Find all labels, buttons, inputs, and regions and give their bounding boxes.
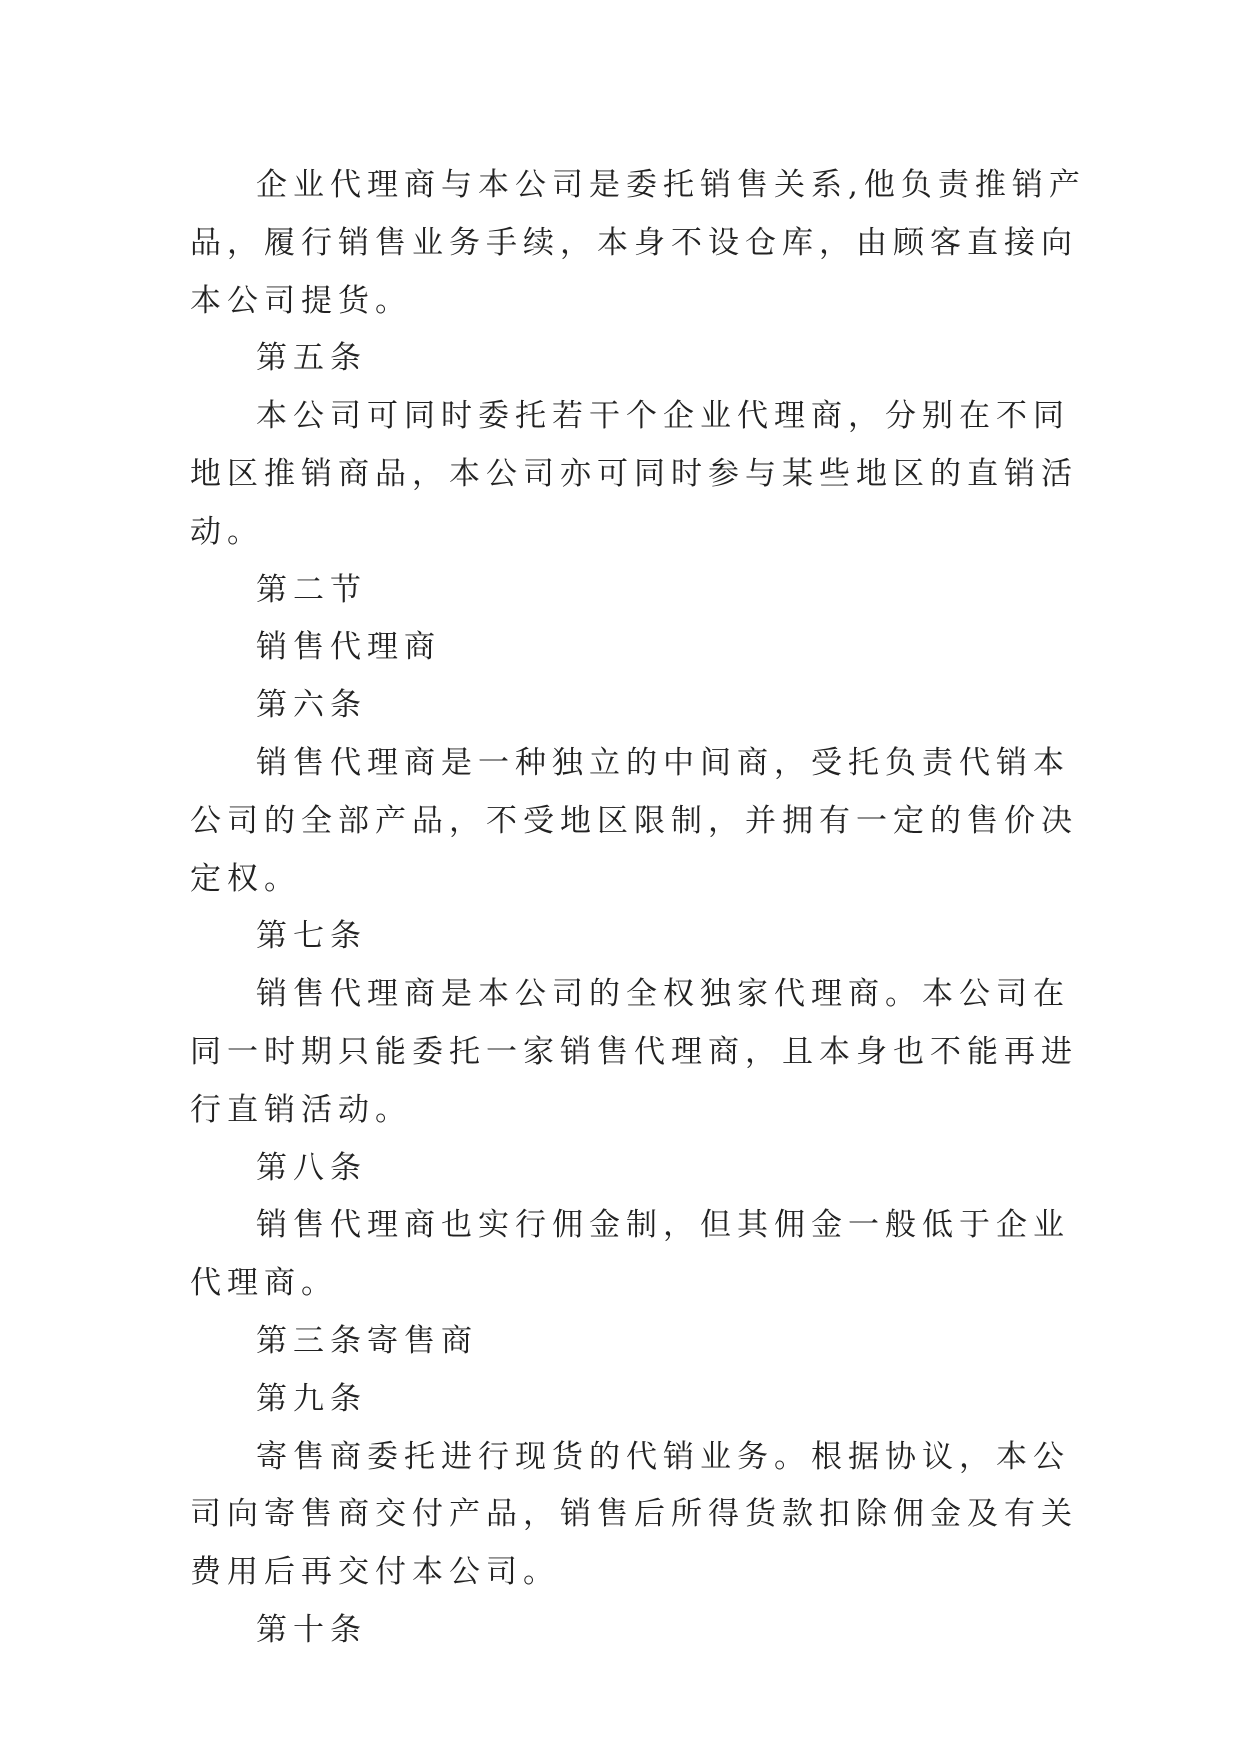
paragraph-multiple-agents: 本公司可同时委托若干个企业代理商，分别在不同地区推销商品，本公司亦可同时参与某些地区的直销活动。	[190, 398, 1078, 550]
article-heading-8: 第八条	[256, 1149, 367, 1186]
section-heading-2: 第二节	[256, 571, 367, 608]
paragraph-sales-agent-definition: 销售代理商是一种独立的中间商，受托负责代销本公司的全部产品，不受地区限制，并拥有一定的售价决定权。	[190, 744, 1078, 897]
document-body	[190, 157, 1090, 1660]
article-heading-6: 第六条	[256, 687, 367, 724]
article-heading-9: 第九条	[256, 1380, 367, 1417]
paragraph-exclusive-agent: 销售代理商是本公司的全权独家代理商。本公司在同一时期只能委托一家销售代理商，且本身也不能再进行直销活动。	[190, 976, 1078, 1128]
paragraph-consignment: 寄售商委托进行现货的代销业务。根据协议，本公司向寄售商交付产品，销售后所得货款扣除佣金及有关费用后再交付本公司。	[190, 1438, 1078, 1591]
section-heading-consignee: 第三条寄售商	[256, 1322, 478, 1359]
article-heading-5: 第五条	[256, 340, 367, 377]
article-heading-10: 第十条	[256, 1611, 367, 1648]
article-heading-7: 第七条	[256, 918, 367, 955]
paragraph-commission: 销售代理商也实行佣金制，但其佣金一般低于企业代理商。	[190, 1207, 1070, 1302]
paragraph-agent-relationship: 企业代理商与本公司是委托销售关系,他负责推销产品，履行销售业务手续，本身不设仓库，由顾客直接向本公司提货。	[190, 167, 1086, 319]
section-title-sales-agent: 销售代理商	[256, 629, 441, 666]
